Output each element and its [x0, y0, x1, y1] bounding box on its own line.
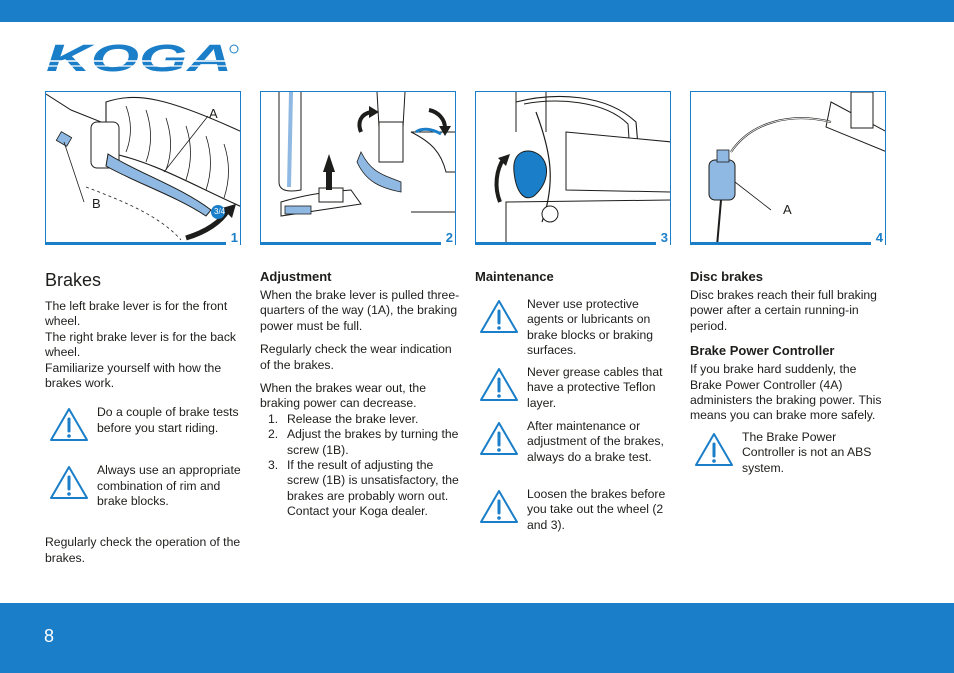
brakes-paragraph: Familiarize yourself with how the brakes work.	[45, 360, 222, 391]
warning-note	[690, 430, 890, 476]
figure-rule	[476, 242, 656, 245]
figure-rule	[691, 242, 871, 245]
warning-icon	[694, 432, 734, 468]
adjustment-title: Adjustment	[260, 269, 332, 284]
warning-text: After maintenance or adjustment of the brakes, always do a brake test.	[527, 419, 664, 464]
warning-note	[475, 297, 675, 365]
koga-logo	[46, 42, 242, 76]
warning-text: Always use an appropriate combination of rim and brake blocks.	[97, 463, 241, 509]
adjustment-paragraph: Regularly check the wear indication of the brakes.	[260, 342, 452, 372]
figure-3-brake-release	[475, 91, 671, 245]
step-item: 3. If the result of adjusting the screw (1B) is unsatisfactory, the brakes are probably worn out. Contact your Koga dealer.	[268, 458, 459, 519]
warning-text: Never use protective agents or lubricants on brake blocks or braking surfaces.	[527, 297, 653, 358]
warning-icon	[49, 407, 89, 443]
v-brake-illustration	[261, 92, 456, 245]
three-quarter-label: 3/4	[214, 207, 226, 216]
warning-note	[45, 405, 245, 463]
brake-power-controller-illustration	[691, 92, 886, 245]
callout-a: A	[783, 202, 792, 217]
adjustment-paragraph: When the brakes wear out, the braking power can decrease.	[260, 381, 426, 411]
warning-text: The Brake Power Controller is not an ABS system.	[742, 429, 872, 475]
step-item: 2. Adjust the brakes by turning the screw (1B).	[268, 427, 459, 457]
warning-note	[475, 419, 675, 487]
disc-brakes-paragraph: Disc brakes reach their full braking power after a certain running-in period.	[690, 288, 877, 333]
figure-4-brake-power-controller	[690, 91, 886, 245]
figure-number: 3	[660, 230, 668, 245]
figure-number: 1	[230, 230, 238, 245]
warning-note	[475, 365, 675, 419]
adjustment-steps	[260, 412, 460, 520]
warning-icon	[479, 299, 519, 335]
warning-note	[475, 487, 675, 533]
figure-1-brake-lever	[45, 91, 241, 245]
brakes-paragraph: Regularly check the operation of the brakes.	[45, 535, 241, 565]
step-item: 1. Release the brake lever.	[268, 411, 419, 426]
bottom-color-bar	[0, 603, 954, 673]
warning-icon	[479, 367, 519, 403]
warning-icon	[49, 465, 89, 501]
disc-brakes-title: Disc brakes	[690, 269, 763, 284]
maintenance-title: Maintenance	[475, 269, 554, 284]
brakes-section	[45, 269, 245, 566]
warning-text: Do a couple of brake tests before you start riding.	[97, 405, 239, 435]
figure-2-v-brake	[260, 91, 456, 245]
page-number: 8	[44, 626, 55, 646]
brake-release-illustration	[476, 92, 671, 245]
brakes-paragraph: The left brake lever is for the front wheel.	[45, 299, 228, 329]
figure-number: 2	[445, 230, 453, 245]
callout-b: B	[92, 196, 101, 211]
warning-note	[45, 463, 245, 535]
disc-brakes-paragraph: If you brake hard suddenly, the Brake Power Controller (4A) administers the braking power. This means you can brake more safely.	[690, 362, 882, 423]
top-color-bar	[0, 0, 954, 22]
warning-text: Never grease cables that have a protective Teflon layer.	[527, 365, 663, 410]
adjustment-paragraph: When the brake lever is pulled three-quarters of the way (1A), the braking power must be full.	[260, 288, 460, 333]
brakes-paragraph: The right brake lever is for the back wheel.	[45, 329, 237, 360]
figure-rule	[46, 242, 226, 245]
adjustment-section	[260, 268, 460, 520]
svg-text:KOGA: KOGA	[46, 42, 232, 76]
brake-power-controller-title: Brake Power Controller	[690, 343, 835, 359]
warning-icon	[479, 421, 519, 457]
figure-rule	[261, 242, 441, 245]
warning-text: Loosen the brakes before you take out the wheel (2 and 3).	[527, 487, 666, 532]
callout-a: A	[209, 106, 218, 121]
brakes-title: Brakes	[45, 270, 102, 290]
warning-icon	[479, 489, 519, 525]
disc-brakes-section	[690, 268, 890, 476]
maintenance-section	[475, 268, 675, 533]
figure-number: 4	[875, 230, 883, 245]
